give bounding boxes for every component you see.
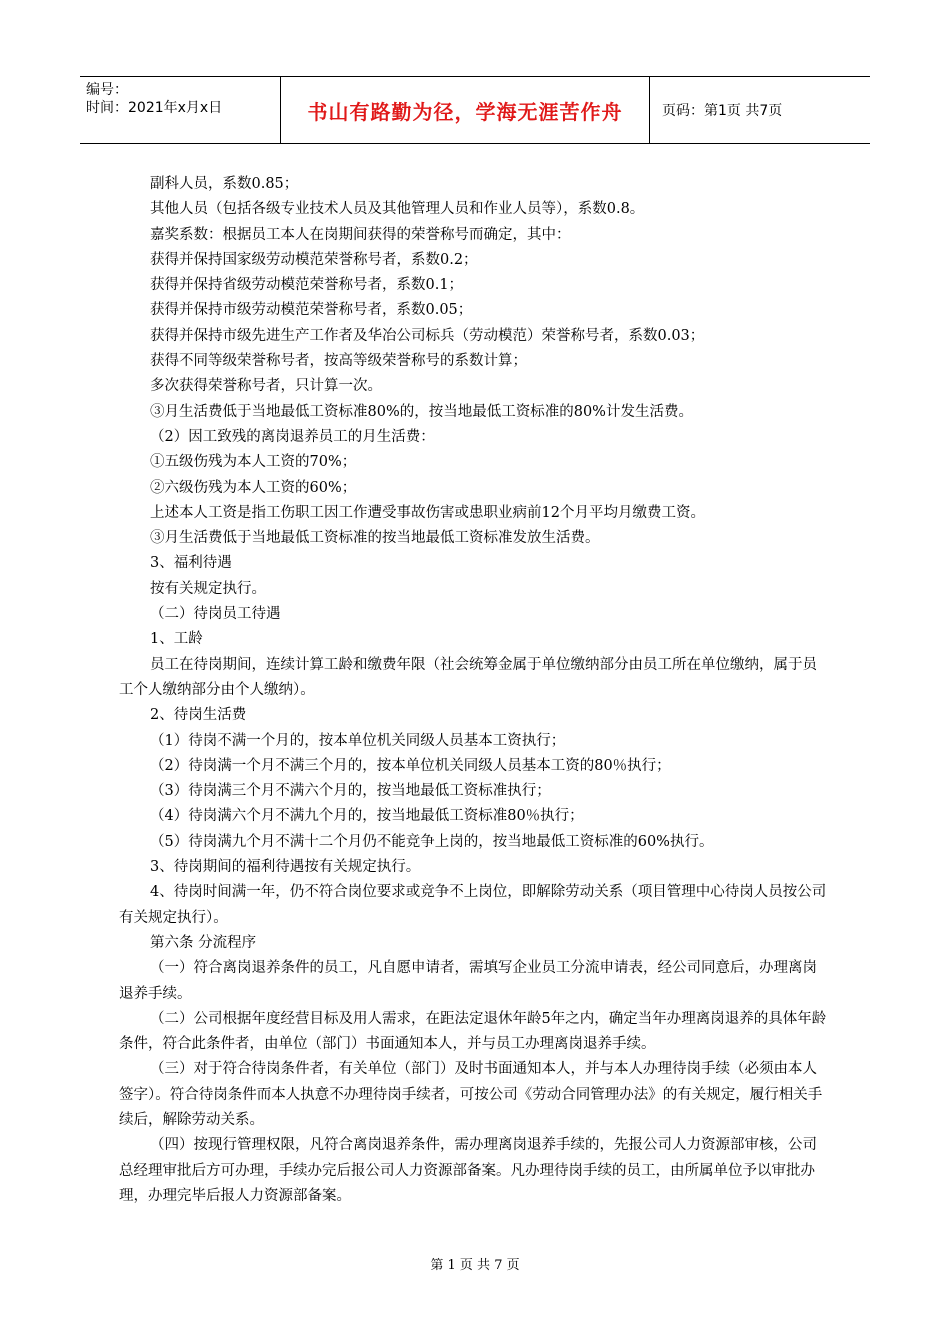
paragraph: 获得并保持国家级劳动模范荣誉称号者，系数0.2； <box>150 251 478 268</box>
paragraph: 按有关规定执行。 <box>150 580 266 597</box>
paragraph: 上述本人工资是指工伤职工因工作遭受事故伤害或患职业病前12个月平均月缴费工资。 <box>150 504 705 521</box>
paragraph: （二）待岗员工待遇 <box>150 606 281 623</box>
paragraph: 4、待岗时间满一年，仍不符合岗位要求或竞争不上岗位，即解除劳动关系（项目管理中心待岗人员按公司有关规定执行）。 <box>119 884 827 926</box>
paragraph: （2）因工致残的离岗退养员工的月生活费： <box>150 428 435 445</box>
paragraph: 获得不同等级荣誉称号者，按高等级荣誉称号的系数计算； <box>150 353 527 370</box>
paragraph: （5）待岗满九个月不满十二个月仍不能竞争上岗的，按当地最低工资标准的60%执行。 <box>150 833 714 850</box>
paragraph: 获得并保持省级劳动模范荣誉称号者，系数0.1； <box>150 277 464 294</box>
paragraph: 嘉奖系数：根据员工本人在岗期间获得的荣誉称号而确定，其中： <box>150 226 571 243</box>
paragraph: 其他人员（包括各级专业技术人员及其他管理人员和作业人员等），系数0.8。 <box>150 201 645 218</box>
paragraph: （四）按现行管理权限，凡符合离岗退养条件，需办理离岗退养手续的，先报公司人力资源部审核，公司总经理审批后方可办理，手续办完后报公司人力资源部备案。凡办理待岗手续的员工，由所属单位予以审批办理，办理完毕后报人力资源部备案。 <box>119 1137 817 1204</box>
header-motto: 书山有路勤为径，学海无涯苦作舟 <box>280 77 650 143</box>
paragraph: ②六级伤残为本人工资的60%； <box>150 479 357 496</box>
paragraph: 副科人员，系数0.85； <box>150 176 299 192</box>
paragraph: ③月生活费低于当地最低工资标准的按当地最低工资标准发放生活费。 <box>150 530 600 547</box>
paragraph: 获得并保持市级劳动模范荣誉称号者，系数0.05； <box>150 302 473 319</box>
paragraph: 3、福利待遇 <box>150 555 232 572</box>
paragraph: （3）待岗满三个月不满六个月的，按当地最低工资标准执行； <box>150 783 551 800</box>
paragraph: （4）待岗满六个月不满九个月的，按当地最低工资标准80％执行； <box>150 808 584 825</box>
header-meta <box>80 77 280 143</box>
paragraph: 第六条 分流程序 <box>150 934 257 951</box>
paragraph: （1）待岗不满一个月的，按本单位机关同级人员基本工资执行； <box>150 732 566 749</box>
paragraph: （一）符合离岗退养条件的员工，凡自愿申请者，需填写企业员工分流申请表，经公司同意后，办理离岗退养手续。 <box>119 960 817 1002</box>
document-time-label: 时间：2021年x月x日 <box>86 100 223 116</box>
document-body <box>119 172 831 1209</box>
paragraph: ①五级伤残为本人工资的70%； <box>150 454 357 471</box>
paragraph: 1、工龄 <box>150 631 203 648</box>
paragraph: （2）待岗满一个月不满三个月的，按本单位机关同级人员基本工资的80％执行； <box>150 757 671 774</box>
paragraph: 2、待岗生活费 <box>150 707 247 724</box>
paragraph: 获得并保持市级先进生产工作者及华冶公司标兵（劳动模范）荣誉称号者，系数0.03； <box>150 327 705 344</box>
paragraph: （二）公司根据年度经营目标及用人需求，在距法定退休年龄5年之内，确定当年办理离岗退养的具体年龄条件，符合此条件者，由单位（部门）书面通知本人，并与员工办理离岗退养手续。 <box>119 1010 827 1053</box>
paragraph: （三）对于符合待岗条件者，有关单位（部门）及时书面通知本人，并与本人办理待岗手续（必须由本人签字）。符合待岗条件而本人执意不办理待岗手续者，可按公司《劳动合同管理办法》的有关规定，履行相关手续后，解除劳动关系。 <box>119 1061 823 1128</box>
paragraph: ③月生活费低于当地最低工资标准80%的，按当地最低工资标准的80%计发生活费。 <box>150 403 693 420</box>
page-header <box>80 76 870 144</box>
paragraph: 多次获得荣誉称号者，只计算一次。 <box>150 378 382 395</box>
document-number-label: 编号： <box>86 82 128 98</box>
paragraph: 员工在待岗期间，连续计算工龄和缴费年限（社会统筹金属于单位缴纳部分由员工所在单位缴纳，属于员工个人缴纳部分由个人缴纳）。 <box>119 656 817 698</box>
page-footer: 第 1 页 共 7 页 <box>430 1258 520 1273</box>
header-page-info: 页码：第1页 共7页 <box>662 103 783 119</box>
paragraph: 3、待岗期间的福利待遇按有关规定执行。 <box>150 859 421 876</box>
